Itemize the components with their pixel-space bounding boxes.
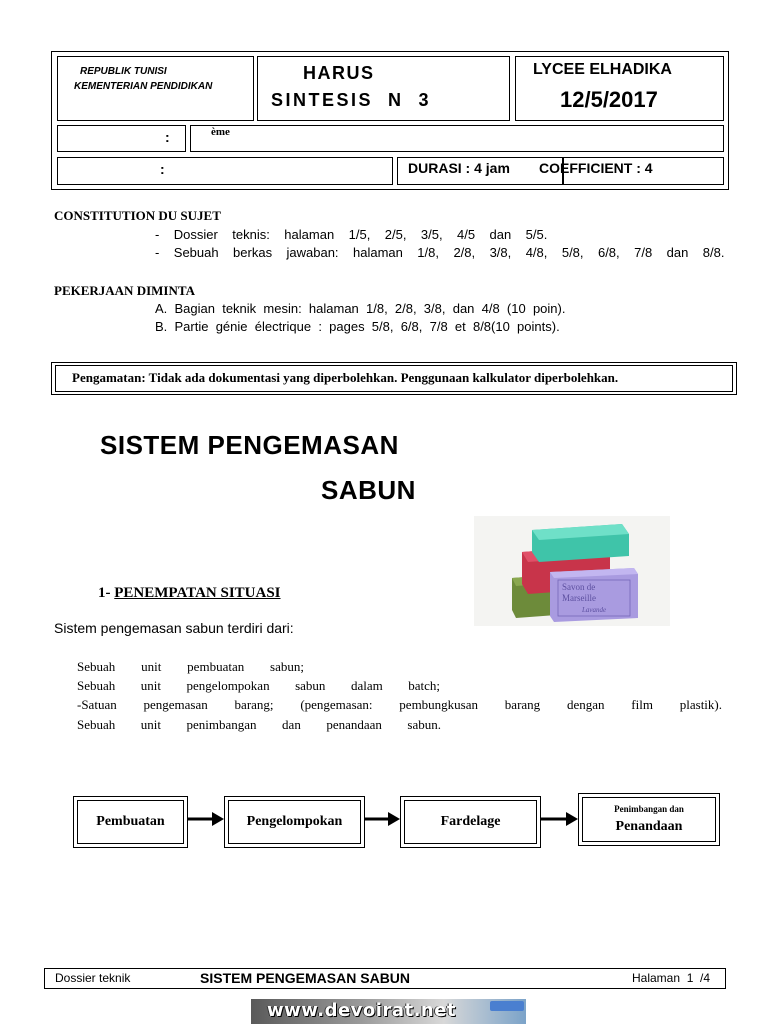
class-suffix: ème (211, 126, 230, 138)
duration-label: DURASI : 4 jam (408, 160, 510, 176)
section1-intro: Sistem pengemasan sabun terdiri dari: (54, 620, 294, 636)
notice-text: Pengamatan: Tidak ada dokumentasi yang diperbolehkan. Penggunaan kalkulator diperbolehkan. (72, 370, 619, 385)
soap-stamp-line1: Savon de (562, 582, 596, 592)
footer-center: SISTEM PENGEMASAN SABUN (200, 970, 411, 986)
arrow-2-icon (365, 812, 400, 826)
constitution-heading: CONSTITUTION DU SUJET (54, 208, 221, 223)
flow-step-penandaan-label: Penandaan (615, 818, 683, 834)
row3-left-cell (57, 157, 393, 185)
footer-left: Dossier teknik (55, 971, 131, 985)
section1-number: 1- (98, 585, 111, 601)
component-line-3: -Satuan pengemasan barang; (pengemasan: pembungkusan barang dengan film plastik). (77, 697, 722, 712)
component-line-1: Sebuah unit pembuatan sabun; (77, 659, 304, 674)
flow-step-pembuatan-label: Pembuatan (96, 814, 165, 829)
work-item-b: B. Partie génie électrique : pages 5/8, 6/8, 7/8 et 8/8(10 points). (155, 319, 560, 334)
coefficient-label: COEFFICIENT : 4 (539, 160, 653, 176)
main-title-line2: SABUN (321, 475, 416, 505)
constitution-item-2: - Sebuah berkas jawaban: halaman 1/8, 2/8, 3/8, 4/8, 5/8, 6/8, 7/8 dan 8/8. (155, 245, 725, 260)
soap-bars-photo (474, 516, 670, 626)
component-line-2: Sebuah unit pengelompokan sabun dalam batch; (77, 678, 440, 693)
arrow-1-icon (188, 812, 224, 826)
soap-stamp-line2: Marseille (562, 593, 596, 603)
flow-step-pengelompokan-label: Pengelompokan (246, 814, 343, 829)
watermark-badge (490, 1001, 524, 1011)
row3-colon: : (160, 161, 165, 177)
row2-colon: : (165, 129, 170, 145)
section1-title: PENEMPATAN SITUASI (114, 585, 281, 601)
republic-label: REPUBLIK TUNISI (80, 66, 167, 77)
flow-step-penandaan-small-label: Penimbangan dan (614, 803, 684, 814)
work-item-a: A. Bagian teknik mesin: halaman 1/8, 2/8, 3/8, dan 4/8 (10 poin). (155, 301, 566, 316)
main-title-line1: SISTEM PENGEMASAN (100, 430, 399, 460)
exam-cell (257, 56, 510, 121)
constitution-item-1: - Dossier teknis: halaman 1/5, 2/5, 3/5, 4/5 dan 5/5. (155, 227, 548, 242)
watermark-text: www.devoirat.net (267, 1000, 457, 1021)
footer-right: Halaman 1 /4 (632, 971, 711, 985)
row2-right-cell (190, 125, 724, 152)
flow-step-fardelage-label: Fardelage (440, 814, 501, 829)
school-name: LYCEE ELHADIKA (533, 61, 672, 78)
ministry-label: KEMENTERIAN PENDIDIKAN (74, 81, 213, 92)
work-heading: PEKERJAAN DIMINTA (54, 283, 195, 298)
component-line-4: Sebuah unit penimbangan dan penandaan sabun. (77, 717, 441, 732)
watermark-banner[interactable] (251, 999, 526, 1024)
arrow-3-icon (541, 812, 578, 826)
soap-stamp-line3: Lavande (582, 606, 607, 614)
exam-date: 12/5/2017 (560, 87, 658, 112)
flow-arrows (0, 792, 768, 852)
section1-heading (98, 585, 281, 602)
exam-title-line2: SINTESIS N 3 (271, 90, 432, 110)
exam-title-line1: HARUS (303, 63, 375, 83)
